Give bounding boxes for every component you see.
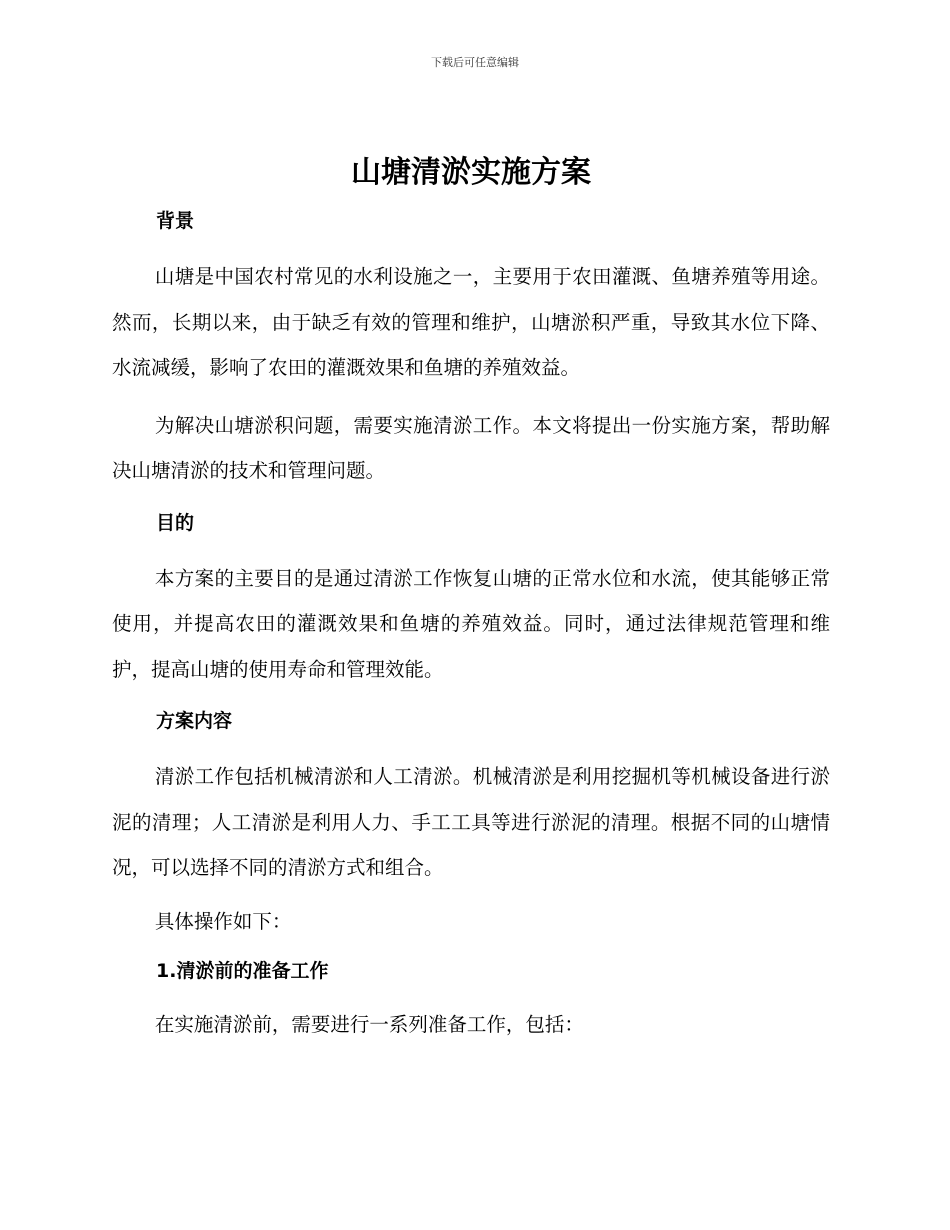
paragraph-plan-2: 具体操作如下： [154, 909, 292, 933]
paragraph-background-1: 山塘是中国农村常见的水利设施之一，主要用于农田灌溉、鱼塘养殖等用途。然而，长期以来，由于缺乏有效的管理和维护，山塘淤积严重，导致其水位下降、水流减缓，影响了农田的灌溉效果和鱼塘的养殖效益。 [112, 265, 830, 379]
paragraph-step1-1: 在实施清淤前，需要进行一系列准备工作，包括： [154, 1013, 584, 1036]
header-note: 下载后可任意编辑 [431, 56, 519, 69]
document-body [112, 150, 830, 1048]
section-heading-plan: 方案内容 [156, 710, 233, 732]
paragraph-background-2: 为解决山塘淤积问题，需要实施清淤工作。本文将提出一份实施方案，帮助解决山塘清淤的技术和管理问题。 [112, 413, 830, 482]
paragraph-goal-1: 本方案的主要目的是通过清淤工作恢复山塘的正常水位和水流，使其能够正常使用，并提高农田的灌溉效果和鱼塘的养殖效益。同时，通过法律规范管理和维护，提高山塘的使用寿命和管理效能。 [112, 566, 830, 681]
document-title: 山塘清淤实施方案 [351, 155, 591, 190]
section-heading-step1: 1.清淤前的准备工作 [156, 960, 329, 982]
paragraph-plan-1: 清淤工作包括机械清淤和人工清淤。机械清淤是利用挖掘机等机械设备进行淤泥的清理；人工清淤是利用人力、手工工具等进行淤泥的清理。根据不同的山塘情况，可以选择不同的清淤方式和组合。 [112, 765, 830, 879]
section-heading-background: 背景 [156, 210, 195, 232]
section-heading-goal: 目的 [156, 511, 195, 534]
